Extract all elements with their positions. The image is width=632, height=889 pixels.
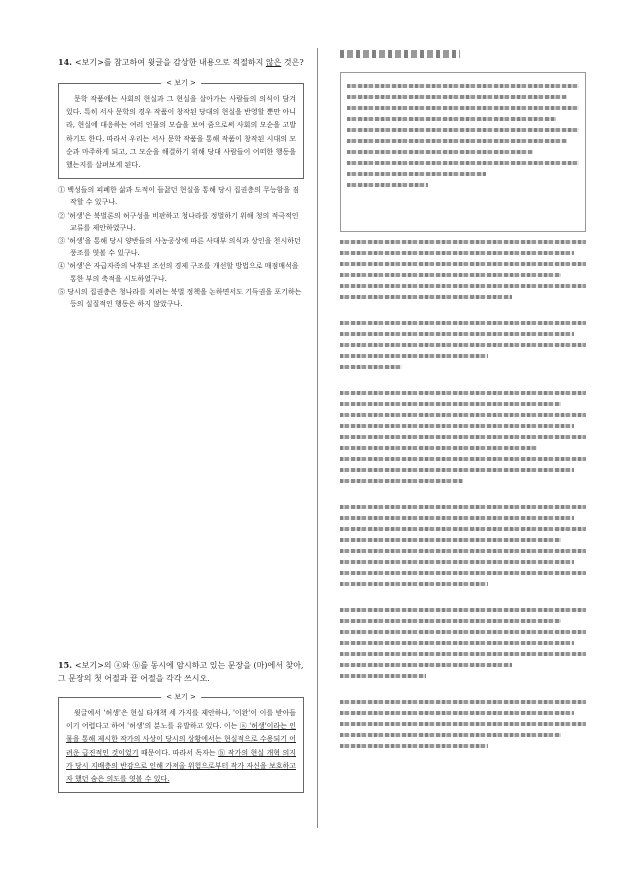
choice-2-text: '허생'은 북벌론의 허구성을 비판하고 청나라를 정벌하기 위해 청의 적극적인 교류를 제안하였구나.	[67, 211, 299, 232]
question-15-number: 15.	[58, 660, 72, 670]
choice-3-mark: ③	[58, 237, 65, 246]
bogi-15-mid: 때문이다. 따라서 독자는	[138, 748, 219, 757]
bogi-text-14: 문학 작품에는 사회의 현실과 그 현실을 살아가는 사람들의 의식이 담겨 있다. 특히 서사 문학의 경우 작품이 창작된 당대의 현실을 반영할 뿐만 아니라, 현실에 대응하는 여러 인물의 모습을 보여 줌으로써 사회의 모순을 고발하기도 한다. 따라서 우리는 서사 문학 작품을 통해 작품이 창작된 시대의 모순과 마주하게 되고, 그 모순을 해결하기 위해 당대 사람들이 어떠한 행동을 했는지를 살펴보게 된다.	[66, 95, 296, 170]
choice-5-text: 당시의 집권층은 청나라를 치려는 북벌 정책을 논하면서도 기득권을 포기하는 등의 실질적인 행동은 하지 않았구나.	[67, 287, 302, 309]
question-14-stem-pre: <보기>를 참고하여 윗글을 감상한 내용으로 적절하지	[74, 58, 264, 67]
bogi-title-14: < 보기 >	[161, 77, 201, 89]
choice-1-mark: ①	[58, 186, 65, 195]
choice-4-mark: ④	[58, 262, 65, 271]
choice-1-text: 백성들의 피폐한 삶과 도적이 들끓던 현실을 통해 당시 집권층의 무능함을 짐작할 수 있구나.	[67, 186, 300, 207]
question-14-stem-post: 것은?	[283, 58, 304, 67]
choice-4-text: '허생'은 자급자족의 낙후된 조선의 경제 구조를 개선할 방법으로 매점매석을 통한 부의 축적을 시도하였구나.	[67, 262, 299, 283]
bogi-15-underline-b: ⓑ 작가의 현실 개혁 의지가 당시 지배층의 반감으로 인해 가져올 위험으로부터 작가 자신을 보호하고자 했던 숨은 의도를 엿볼 수 있다.	[66, 748, 296, 784]
blurred-heading	[340, 50, 460, 58]
question-14-stem-emphasis: 않은	[265, 58, 282, 67]
bogi-text-15	[66, 707, 296, 786]
bogi-box-14	[58, 79, 304, 179]
choice-3[interactable]	[58, 235, 304, 259]
choices-14	[58, 184, 304, 310]
blurred-right-column	[340, 50, 586, 820]
question-15-stem-text: <보기>의 ⓐ와 ⓑ를 동시에 암시하고 있는 문장을 (마)에서 찾아, 그 문장의 첫 어절과 끝 어절을 각각 쓰시오.	[58, 661, 304, 683]
question-15	[58, 659, 304, 793]
bogi-box-15	[58, 693, 304, 793]
question-14-stem	[58, 56, 304, 69]
choice-1[interactable]	[58, 184, 304, 208]
question-14-number: 14.	[58, 57, 72, 67]
choice-4[interactable]	[58, 260, 304, 284]
blurred-box	[340, 72, 586, 232]
bogi-title-15: < 보기 >	[161, 691, 201, 703]
choice-5[interactable]	[58, 286, 304, 310]
question-15-stem	[58, 659, 304, 685]
choice-5-mark: ⑤	[58, 287, 65, 296]
bogi-15-pre: 윗글에서 '허생'은 현실 타개책 세 가지를 제안하나, '이완'이 이를 받아들이기 어렵다고 하여 '허생'의 분노를 유발하고 있다. 이는	[66, 709, 296, 731]
choice-2[interactable]	[58, 210, 304, 234]
question-14	[58, 56, 304, 311]
choice-2-mark: ②	[58, 211, 65, 220]
bogi-15-underline-a: ⓐ '허생'이라는 인물을 통해 제시한 작가의 사상이 당시의 상황에서는 현실적으로 수용되기 어려운 급진적인 것이었기	[66, 722, 296, 757]
column-divider	[317, 48, 318, 828]
choice-3-text: '허생'을 통해 당시 양반들의 사농공상에 따른 사대부 의식과 상인을 천시하던 풍조를 엿볼 수 있구나.	[67, 237, 301, 258]
